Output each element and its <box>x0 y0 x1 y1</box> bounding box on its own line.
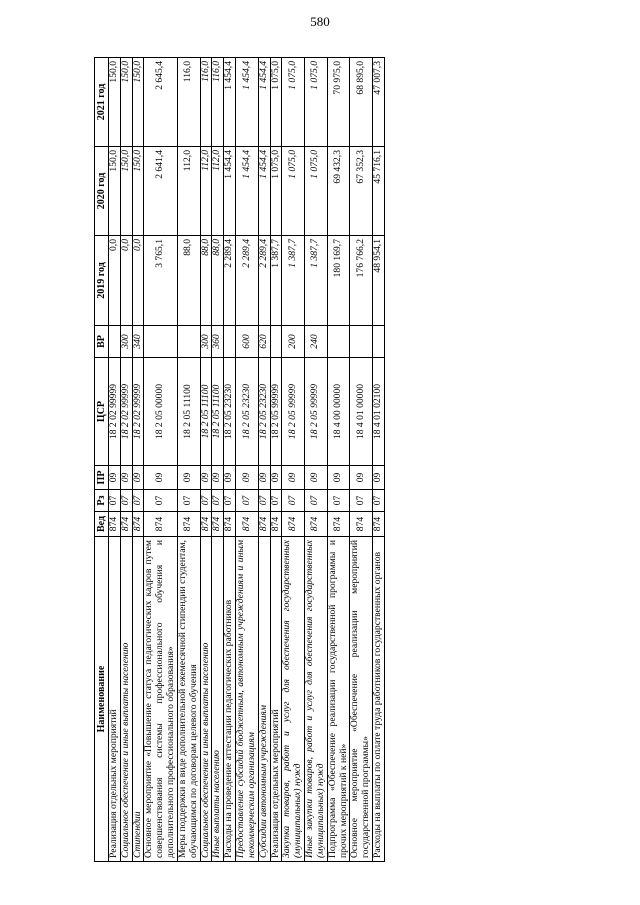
cell-2020: 67 352,3 <box>350 147 373 236</box>
cell-ved: 874 <box>236 512 259 537</box>
table-row <box>144 58 177 862</box>
cell-name: Реализация отдельных мероприятий <box>270 537 282 862</box>
cell-2019: 48 954,1 <box>373 236 385 326</box>
cell-vr <box>224 326 236 358</box>
cell-2020: 1 454,4 <box>258 147 270 236</box>
cell-pr: 09 <box>305 466 328 490</box>
cell-2020: 150,0 <box>132 147 144 236</box>
table-row <box>270 58 282 862</box>
cell-ved: 874 <box>327 512 350 537</box>
cell-2020: 112,0 <box>177 147 200 236</box>
cell-csr: 18 4 01 00000 <box>350 358 373 466</box>
cell-csr: 18 4 00 00000 <box>327 358 350 466</box>
cell-name: Субсидии автономным учреждениям <box>258 537 270 862</box>
cell-vr <box>144 326 177 358</box>
cell-csr: 18 2 05 99999 <box>270 358 282 466</box>
cell-csr: 18 2 05 23230 <box>258 358 270 466</box>
cell-2021: 116,0 <box>177 58 200 147</box>
table-row <box>236 58 259 862</box>
cell-2019: 1 387,7 <box>270 236 282 326</box>
cell-pr: 09 <box>236 466 259 490</box>
cell-pr: 09 <box>200 466 212 490</box>
table-row <box>258 58 270 862</box>
cell-name: Иные закупки товаров, работ и услуг для обеспечения государственных (муниципальных) нужд <box>305 537 328 862</box>
cell-csr: 18 2 02 99999 <box>132 358 144 466</box>
cell-pr: 09 <box>212 466 224 490</box>
cell-vr: 340 <box>132 326 144 358</box>
cell-csr: 18 2 05 23230 <box>236 358 259 466</box>
cell-csr: 18 2 05 23230 <box>224 358 236 466</box>
cell-csr: 18 2 05 00000 <box>144 358 177 466</box>
cell-pr: 09 <box>258 466 270 490</box>
cell-2019: 3 765,1 <box>144 236 177 326</box>
cell-2020: 112,0 <box>212 147 224 236</box>
header-pr: ПР <box>95 466 109 490</box>
cell-vr: 300 <box>120 326 132 358</box>
cell-name: Основное мероприятие «Обеспечение реализации мероприятий государственной программы» <box>350 537 373 862</box>
cell-2021: 1 454,4 <box>236 58 259 147</box>
cell-rz: 07 <box>212 490 224 512</box>
cell-vr: 620 <box>258 326 270 358</box>
table-body <box>109 58 385 862</box>
table-row <box>120 58 132 862</box>
cell-rz: 07 <box>282 490 305 512</box>
cell-2019: 0,0 <box>109 236 121 326</box>
cell-vr <box>327 326 350 358</box>
cell-rz: 07 <box>177 490 200 512</box>
cell-vr: 360 <box>212 326 224 358</box>
table-row <box>212 58 224 862</box>
cell-ved: 874 <box>177 512 200 537</box>
header-csr: ЦСР <box>95 358 109 466</box>
cell-rz: 07 <box>144 490 177 512</box>
cell-rz: 07 <box>109 490 121 512</box>
header-rz: Рз <box>95 490 109 512</box>
cell-pr: 09 <box>270 466 282 490</box>
cell-pr: 09 <box>177 466 200 490</box>
cell-name: Подпрограмма «Обеспечение реализации государственной программы и прочих мероприятий к ней» <box>327 537 350 862</box>
cell-rz: 07 <box>350 490 373 512</box>
cell-name: Расходы на выплаты по оплате труда работников государственных органов <box>373 537 385 862</box>
page-number: 580 <box>310 14 330 29</box>
cell-csr: 18 2 05 99999 <box>282 358 305 466</box>
cell-rz: 07 <box>200 490 212 512</box>
cell-name: Основное мероприятие «Повышение статуса педагогических кадров путем совершенствования системы профессионального обучения и дополнительного профессионального образования» <box>144 537 177 862</box>
table-row <box>224 58 236 862</box>
cell-2021: 116,0 <box>200 58 212 147</box>
cell-rz: 07 <box>305 490 328 512</box>
cell-2021: 150,0 <box>132 58 144 147</box>
cell-2021: 47 007,3 <box>373 58 385 147</box>
cell-ved: 874 <box>373 512 385 537</box>
cell-2021: 2 645,4 <box>144 58 177 147</box>
cell-2020: 150,0 <box>120 147 132 236</box>
cell-vr <box>373 326 385 358</box>
header-2020: 2020 год <box>95 147 109 236</box>
cell-2019: 1 387,7 <box>282 236 305 326</box>
cell-vr <box>270 326 282 358</box>
cell-ved: 874 <box>224 512 236 537</box>
cell-ved: 874 <box>132 512 144 537</box>
header-name: Наименование <box>95 537 109 862</box>
cell-ved: 874 <box>270 512 282 537</box>
cell-name: Предоставление субсидий бюджетным, автономным учреждениям и иным некоммерческим организациям <box>236 537 259 862</box>
cell-2020: 2 641,4 <box>144 147 177 236</box>
cell-rz: 07 <box>258 490 270 512</box>
cell-2019: 2 289,4 <box>258 236 270 326</box>
cell-2019: 88,0 <box>177 236 200 326</box>
table-row <box>305 58 328 862</box>
cell-2021: 1 075,0 <box>270 58 282 147</box>
cell-csr: 18 2 05 11100 <box>200 358 212 466</box>
cell-pr: 09 <box>350 466 373 490</box>
cell-rz: 07 <box>120 490 132 512</box>
cell-ved: 874 <box>109 512 121 537</box>
cell-csr: 18 4 01 02100 <box>373 358 385 466</box>
cell-2021: 150,0 <box>109 58 121 147</box>
cell-ved: 874 <box>120 512 132 537</box>
cell-name: Реализация отдельных мероприятий <box>109 537 121 862</box>
cell-ved: 874 <box>200 512 212 537</box>
cell-csr: 18 2 05 11100 <box>212 358 224 466</box>
cell-csr: 18 2 05 11100 <box>177 358 200 466</box>
cell-2020: 1 075,0 <box>270 147 282 236</box>
header-ved: Вед <box>95 512 109 537</box>
cell-name: Социальное обеспечение и иные выплаты населению <box>120 537 132 862</box>
cell-name: Стипендии <box>132 537 144 862</box>
cell-pr: 09 <box>327 466 350 490</box>
cell-2019: 88,0 <box>200 236 212 326</box>
table-row <box>200 58 212 862</box>
cell-rz: 07 <box>270 490 282 512</box>
cell-vr <box>350 326 373 358</box>
cell-vr: 300 <box>200 326 212 358</box>
cell-name: Закупка товаров, работ и услуг для обеспечения государственных (муниципальных) нужд <box>282 537 305 862</box>
cell-2020: 112,0 <box>200 147 212 236</box>
cell-csr: 18 2 05 99999 <box>305 358 328 466</box>
cell-name: Меры поддержки в виде дополнительной ежемесячной стипендии студентам, обучающимся по договорам целевого обучения <box>177 537 200 862</box>
cell-rz: 07 <box>224 490 236 512</box>
table-row <box>177 58 200 862</box>
table-row <box>327 58 350 862</box>
cell-vr: 600 <box>236 326 259 358</box>
cell-2021: 150,0 <box>120 58 132 147</box>
table-row <box>132 58 144 862</box>
cell-rz: 07 <box>373 490 385 512</box>
cell-vr: 200 <box>282 326 305 358</box>
cell-pr: 09 <box>120 466 132 490</box>
cell-vr: 240 <box>305 326 328 358</box>
cell-2020: 1 075,0 <box>305 147 328 236</box>
cell-2019: 1 387,7 <box>305 236 328 326</box>
cell-vr <box>109 326 121 358</box>
table-row <box>282 58 305 862</box>
cell-name: Социальное обеспечение и иные выплаты населению <box>200 537 212 862</box>
cell-2020: 1 075,0 <box>282 147 305 236</box>
cell-2019: 176 766,2 <box>350 236 373 326</box>
cell-2020: 1 454,4 <box>236 147 259 236</box>
cell-2020: 45 716,1 <box>373 147 385 236</box>
cell-ved: 874 <box>258 512 270 537</box>
cell-rz: 07 <box>327 490 350 512</box>
cell-2019: 0,0 <box>132 236 144 326</box>
cell-2019: 0,0 <box>120 236 132 326</box>
cell-pr: 09 <box>109 466 121 490</box>
cell-2021: 70 975,0 <box>327 58 350 147</box>
cell-pr: 09 <box>144 466 177 490</box>
cell-pr: 09 <box>373 466 385 490</box>
cell-2019: 180 169,7 <box>327 236 350 326</box>
header-2021: 2021 год <box>95 58 109 147</box>
cell-csr: 18 2 02 99999 <box>120 358 132 466</box>
cell-ved: 874 <box>305 512 328 537</box>
rotated-table-container <box>94 58 559 862</box>
cell-ved: 874 <box>212 512 224 537</box>
table-row <box>109 58 121 862</box>
cell-2021: 1 075,0 <box>282 58 305 147</box>
cell-name: Иные выплаты населению <box>212 537 224 862</box>
cell-pr: 09 <box>132 466 144 490</box>
cell-rz: 07 <box>132 490 144 512</box>
header-2019: 2019 год <box>95 236 109 326</box>
cell-csr: 18 2 02 99999 <box>109 358 121 466</box>
cell-pr: 09 <box>224 466 236 490</box>
cell-ved: 874 <box>282 512 305 537</box>
cell-ved: 874 <box>144 512 177 537</box>
cell-pr: 09 <box>282 466 305 490</box>
cell-2019: 88,0 <box>212 236 224 326</box>
cell-name: Расходы на проведение аттестации педагогических работников <box>224 537 236 862</box>
cell-2020: 69 432,3 <box>327 147 350 236</box>
cell-2020: 150,0 <box>109 147 121 236</box>
cell-2021: 116,0 <box>212 58 224 147</box>
header-vr: ВР <box>95 326 109 358</box>
cell-2019: 2 289,4 <box>236 236 259 326</box>
cell-2021: 1 075,0 <box>305 58 328 147</box>
cell-rz: 07 <box>236 490 259 512</box>
cell-ved: 874 <box>350 512 373 537</box>
table-header-row <box>95 58 109 862</box>
cell-2020: 1 454,4 <box>224 147 236 236</box>
table-row <box>350 58 373 862</box>
cell-2021: 1 454,4 <box>258 58 270 147</box>
cell-2019: 2 289,4 <box>224 236 236 326</box>
table-row <box>373 58 385 862</box>
cell-vr <box>177 326 200 358</box>
budget-table <box>94 57 385 862</box>
cell-2021: 1 454,4 <box>224 58 236 147</box>
cell-2021: 68 895,0 <box>350 58 373 147</box>
